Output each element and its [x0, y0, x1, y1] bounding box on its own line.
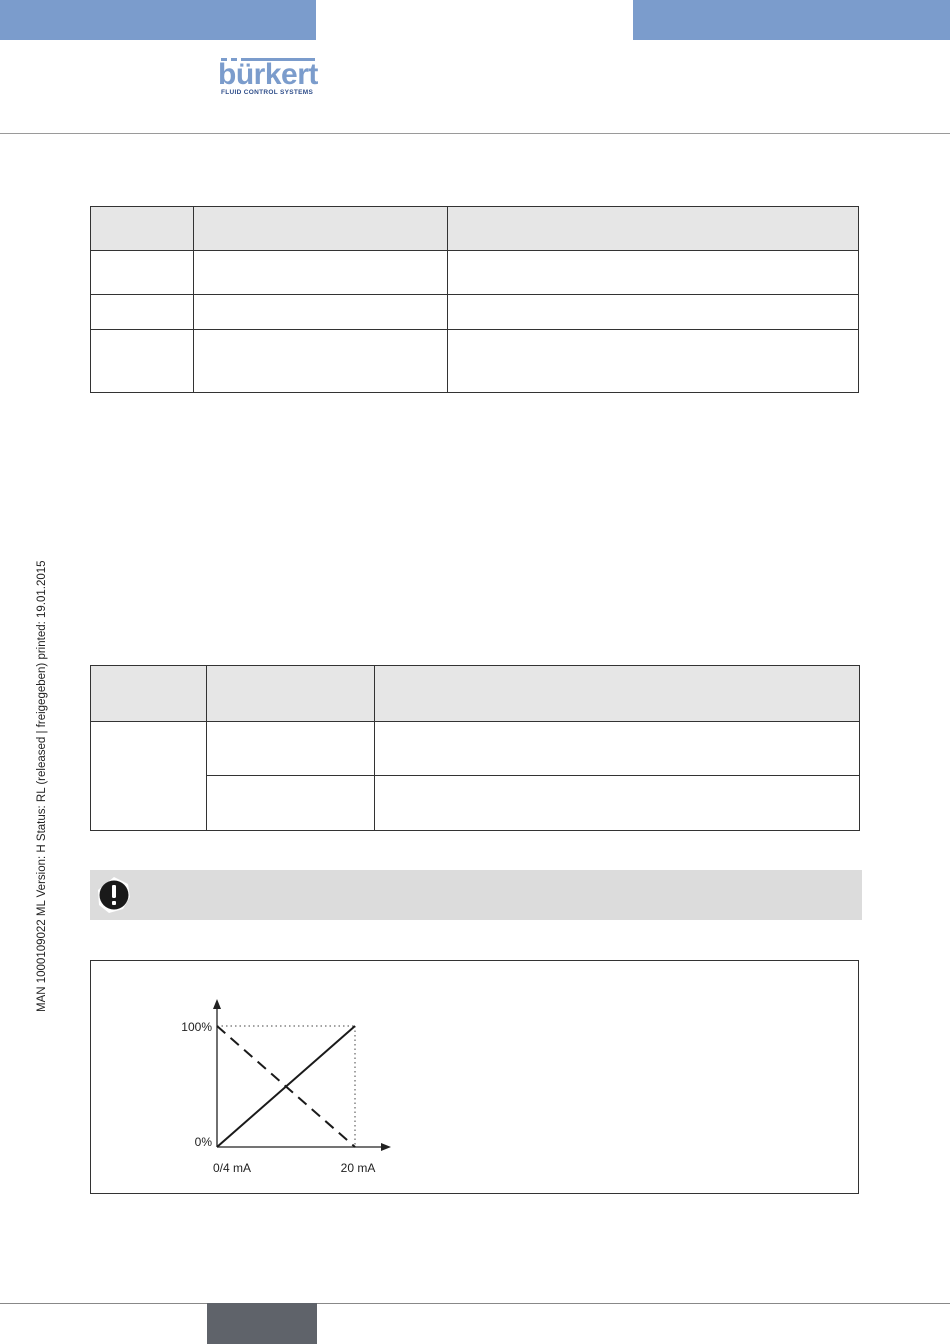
table-cell — [194, 295, 448, 330]
table-cell — [91, 295, 194, 330]
table-cell — [375, 722, 860, 776]
table-cell — [375, 776, 860, 831]
exclamation-icon — [96, 875, 132, 920]
logo-tagline: FLUID CONTROL SYSTEMS — [221, 89, 314, 96]
x-axis-arrow — [381, 1143, 391, 1151]
x-tick-label: 20 mA — [340, 1161, 376, 1175]
table-cell — [448, 330, 859, 393]
header-cell — [207, 666, 375, 722]
table-cell — [207, 722, 375, 776]
table-cell — [207, 776, 375, 831]
table-header-row — [91, 666, 860, 722]
table-header-row — [91, 207, 859, 251]
table-cell — [448, 251, 859, 295]
header-cell — [375, 666, 860, 722]
header-rule — [0, 133, 950, 134]
table-cell — [194, 251, 448, 295]
diagram-box — [90, 960, 859, 1194]
note-box — [90, 870, 862, 920]
document-status-note: MAN 1000109022 ML Version: H Status: RL (released | freigegeben) printed: 19.01.2015 — [36, 560, 48, 1012]
table-cell — [91, 330, 194, 393]
footer-rule — [0, 1303, 950, 1304]
table-cell — [194, 330, 448, 393]
header-bar-left — [0, 0, 316, 40]
burkert-logo — [216, 58, 320, 98]
header-cell — [448, 207, 859, 251]
header-cell — [91, 666, 207, 722]
table-row — [91, 776, 860, 831]
y-tick-label: 0% — [194, 1135, 212, 1149]
y-tick-label: 100% — [181, 1020, 212, 1034]
table-cell — [91, 722, 207, 831]
header-cell — [194, 207, 448, 251]
table-row — [91, 251, 859, 295]
header-bar-right — [633, 0, 950, 40]
table-cell — [91, 251, 194, 295]
table-2 — [90, 665, 860, 831]
y-axis-arrow — [213, 999, 221, 1009]
table-row — [91, 330, 859, 393]
table-1 — [90, 206, 859, 393]
logo-wordmark: bürkert — [218, 58, 318, 91]
table-row — [91, 722, 860, 776]
x-tick-label: 0/4 mA — [213, 1161, 252, 1175]
header-cell — [91, 207, 194, 251]
table-row — [91, 295, 859, 330]
output-characteristic-chart — [91, 961, 858, 1193]
table-cell — [448, 295, 859, 330]
page-number-tab — [207, 1303, 317, 1344]
